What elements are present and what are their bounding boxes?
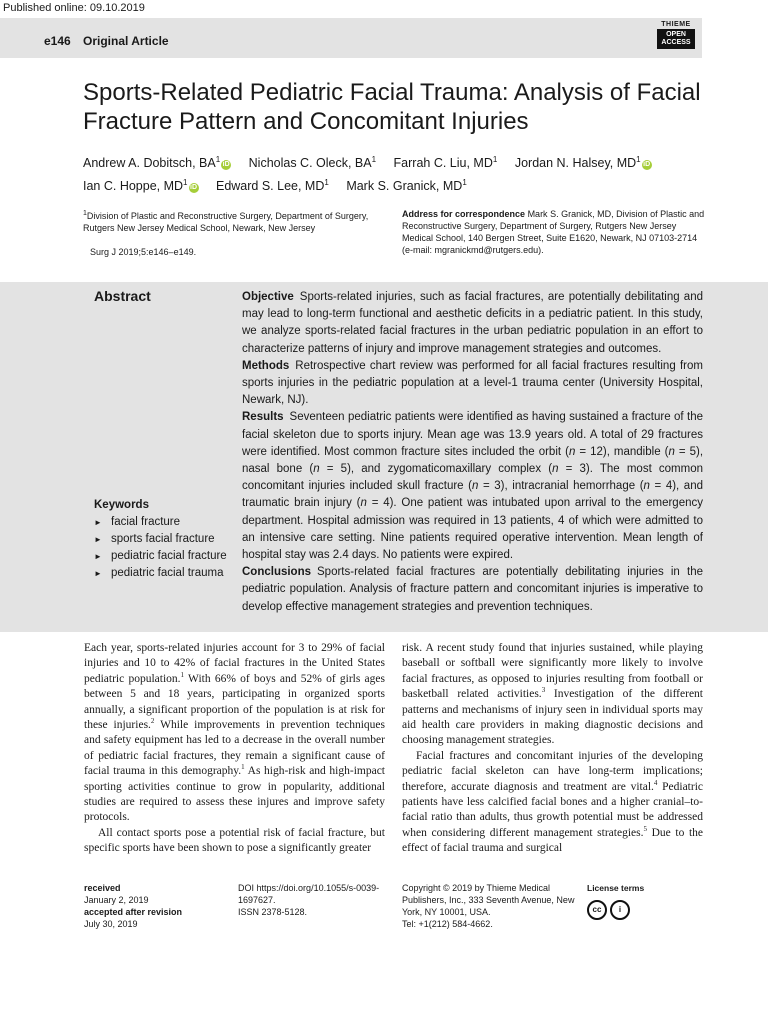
page-number: e146 <box>44 34 71 48</box>
body-column-right <box>402 641 703 857</box>
abstract-section-text: Retrospective chart review was performed for all facial fractures resulting from sports injuries in the pediatric population at a level-1 trauma center (University Hospital, Newark, NJ). <box>242 359 703 407</box>
body-paragraph: Each year, sports-related injuries account for 3 to 29% of facial injuries and 10 to 42% of facial fractures in the United States pediatric population.$^1$ With 66% of boys and 52% of girls ages between 5 and 18 years, participating in organized sports annually, a significant proportion of the population is at risk for these injuries.$^2$ While improvements in prevention techniques and safety equipment has led to a decrease in the overall number of pediatric facial fractures, they remain a significant cause of facial trauma in this demography.$^1$ As high-risk and high-impact sporting activities continue to grow in popularity, additional studies are required to assess these injures and improve safety protocols. <box>84 642 385 824</box>
abstract-section-label: Conclusions <box>242 566 312 579</box>
article-title: Sports-Related Pediatric Facial Trauma: Analysis of Facial Fracture Pattern and Concomitant Injuries <box>83 79 701 135</box>
author-name[interactable]: Farrah C. Liu, $MD^1$ <box>393 155 498 171</box>
received-date: January 2, 2019 <box>84 895 149 905</box>
thieme-open-access-logo[interactable] <box>657 21 695 49</box>
abstract-section-label: Results <box>242 411 284 424</box>
author-name[interactable]: Edward S. Lee, $MD^1$ <box>215 178 329 194</box>
keyword-item[interactable]: ► pediatric facial fracture <box>94 548 234 565</box>
abstract-section-text: Sports-related facial fractures are potentially debilitating injuries in the pediatric population. Analysis of fracture pattern and concomitant injuries is imperative to develop effective management strategies and prevention techniques. <box>242 566 703 613</box>
footer-doi <box>238 882 388 918</box>
correspondence-text: Mark S. Granick, MD, Division of Plastic and Reconstructive Surgery, Department of Surgery, Rutgers New Jersey Medical School, 140 Bergen Street, Suite E1620, Newark, NJ 07103-2714 (e-mail: mgranickmd@rutgers.edu). <box>402 209 705 255</box>
footer-dates <box>84 882 224 930</box>
accepted-label: accepted after revision <box>84 907 183 917</box>
doi-label: DOI <box>238 883 255 893</box>
doi-link[interactable]: https://doi.org/10.1055/s-0039-1697627. <box>238 883 380 905</box>
body-column-left <box>84 641 385 857</box>
abstract-section-label: Objective <box>242 291 294 303</box>
orcid-icon[interactable]: iD <box>643 161 651 169</box>
published-online-date: Published online: 09.10.2019 <box>0 0 703 18</box>
abstract-body <box>242 289 703 616</box>
keyword-item[interactable]: ► pediatric facial trauma <box>94 565 234 582</box>
body-paragraph: All contact sports pose a potential risk of facial fracture, but specific sports have been shown to pose a significantly greater <box>84 826 385 855</box>
accepted-date: July 30, 2019 <box>84 919 138 929</box>
orcid-icon[interactable]: iD <box>222 161 230 169</box>
author-name[interactable]: Nicholas C. Oleck, $BA^1$ <box>248 155 377 171</box>
correspondence <box>402 208 706 256</box>
abstract-section-text: Sports-related injuries, such as facial fractures, are potentially debilitating and may lead to long-term functional and aesthetic deficits in a pediatric patient. In this study, we analyze sports-related facial fractures in the urban pediatric population in an effort to characterize patterns of injury and improve management strategies and outcomes. <box>242 291 703 355</box>
abstract-section <box>242 289 703 358</box>
reference-marker[interactable]: 2 <box>150 717 155 726</box>
body-paragraph: Facial fractures and concomitant injuries of the developing pediatric facial skeleton can have long-term implications; therefore, accurate diagnosis and treatment are vital.$^4$ Pediatric patients have less calcified facial bones and a higher cranial–to-facial ratio than adults, thus growth potential must be addressed when considering different management strategies.$^5$ Due to the effect of facial trauma and surgical <box>402 749 703 855</box>
keyword-item[interactable]: ► sports facial fracture <box>94 531 234 548</box>
article-section: Original Article <box>83 34 169 48</box>
body-paragraph: risk. A recent study found that injuries sustained, while playing baseball or softball were significantly more likely to involve facial fractures, as opposed to injuries resulting from football or basketball related activities.$^3$ Investigation of the different patterns and mechanisms of injury seen in individual sports may aid health care providers in making diagnostic decisions and choosing management strategies. <box>402 642 704 747</box>
author-name[interactable]: Andrew A. Dobitsch, $BA^1iD$ <box>83 155 230 171</box>
correspondence-label: Address for correspondence <box>402 209 526 219</box>
affiliation-text: Division of Plastic and Reconstructive Surgery, Department of Surgery, Rutgers New Jersey Medical School, Newark, New Jersey <box>83 211 369 233</box>
keywords-panel <box>94 497 234 582</box>
affiliation <box>83 208 383 234</box>
author-affiliation-marker: 1 <box>636 155 641 164</box>
license-terms-link[interactable]: License terms <box>587 883 645 893</box>
page-header <box>0 18 702 58</box>
reference-marker[interactable]: 1 <box>180 670 185 679</box>
author-affiliation-marker: 1 <box>183 178 188 188</box>
access-label: ACCESS <box>661 39 691 46</box>
open-label: OPEN <box>666 31 686 38</box>
keyword-item[interactable]: ► facial fracture <box>94 514 234 531</box>
author-affiliation-marker: 1 <box>215 155 221 164</box>
reference-marker[interactable]: 3 <box>541 686 546 695</box>
affiliation-marker: 1 <box>83 210 87 217</box>
journal-citation: Surg J 2019;5:e146–e149. <box>90 247 197 257</box>
author-affiliation-marker: 1 <box>371 155 377 164</box>
footer-copyright <box>402 882 577 930</box>
open-access-badge <box>657 29 695 49</box>
orcid-icon[interactable]: iD <box>190 184 197 192</box>
reference-marker[interactable]: 5 <box>643 825 647 834</box>
cc-license-icons[interactable] <box>587 900 667 920</box>
abstract-section-label: Methods <box>242 359 290 372</box>
issn: ISSN 2378-5128. <box>238 907 308 917</box>
attribution-icon: i <box>610 900 630 920</box>
abstract-section <box>242 564 703 616</box>
reference-marker[interactable]: 4 <box>653 778 658 787</box>
copyright-text: Copyright © 2019 by Thieme Medical Publishers, Inc., 333 Seventh Avenue, New York, NY 10001, USA. <box>402 883 575 917</box>
author-name[interactable]: Mark S. Granick, $MD^1$ <box>346 178 467 194</box>
reference-marker[interactable]: 1 <box>241 763 245 772</box>
abstract-section <box>242 358 703 410</box>
author-affiliation-marker: 1 <box>492 155 498 164</box>
keywords-heading: Keywords <box>94 499 149 511</box>
author-name[interactable]: Ian C. Hoppe, $MD^1iD$ <box>83 178 197 194</box>
abstract-heading: Abstract <box>94 288 151 304</box>
author-name[interactable]: Jordan N. Halsey, $MD^1iD$ <box>514 155 651 171</box>
footer-license <box>587 882 667 920</box>
creative-commons-icon: cc <box>587 900 607 920</box>
keywords-list <box>94 514 234 582</box>
author-affiliation-marker: 1 <box>324 178 329 188</box>
author-list <box>83 150 703 196</box>
abstract-section <box>242 409 703 564</box>
author-affiliation-marker: 1 <box>462 178 467 188</box>
received-label: received <box>84 883 121 893</box>
abstract-section-text: Seventeen pediatric patients were identified as having sustained a fracture of the facial skeleton due to sports injury. Mean age was 13.9 years old. A total of 29 fractures were identified. Most common fracture sites included the orbit (n = 12), mandible (n = 5), nasal bone (n = 5), and zygomaticomaxillary complex (n = 3). The most common concomitant injuries included skull fracture (n = 3), intracranial hemorrhage (n = 4), and traumatic brain injury (n = 4). One patient was intubated upon arrival to the emergency department. Hospital admission was required in 13 patients, 4 of which were admitted to an intensive care setting. Nine patients required operative intervention. Mean length of hospital stay was 2.4 days. No patients were expired. <box>242 411 704 562</box>
publisher-tel: Tel: +1(212) 584-4662. <box>402 919 493 929</box>
publisher-brand: THIEME <box>661 21 691 28</box>
